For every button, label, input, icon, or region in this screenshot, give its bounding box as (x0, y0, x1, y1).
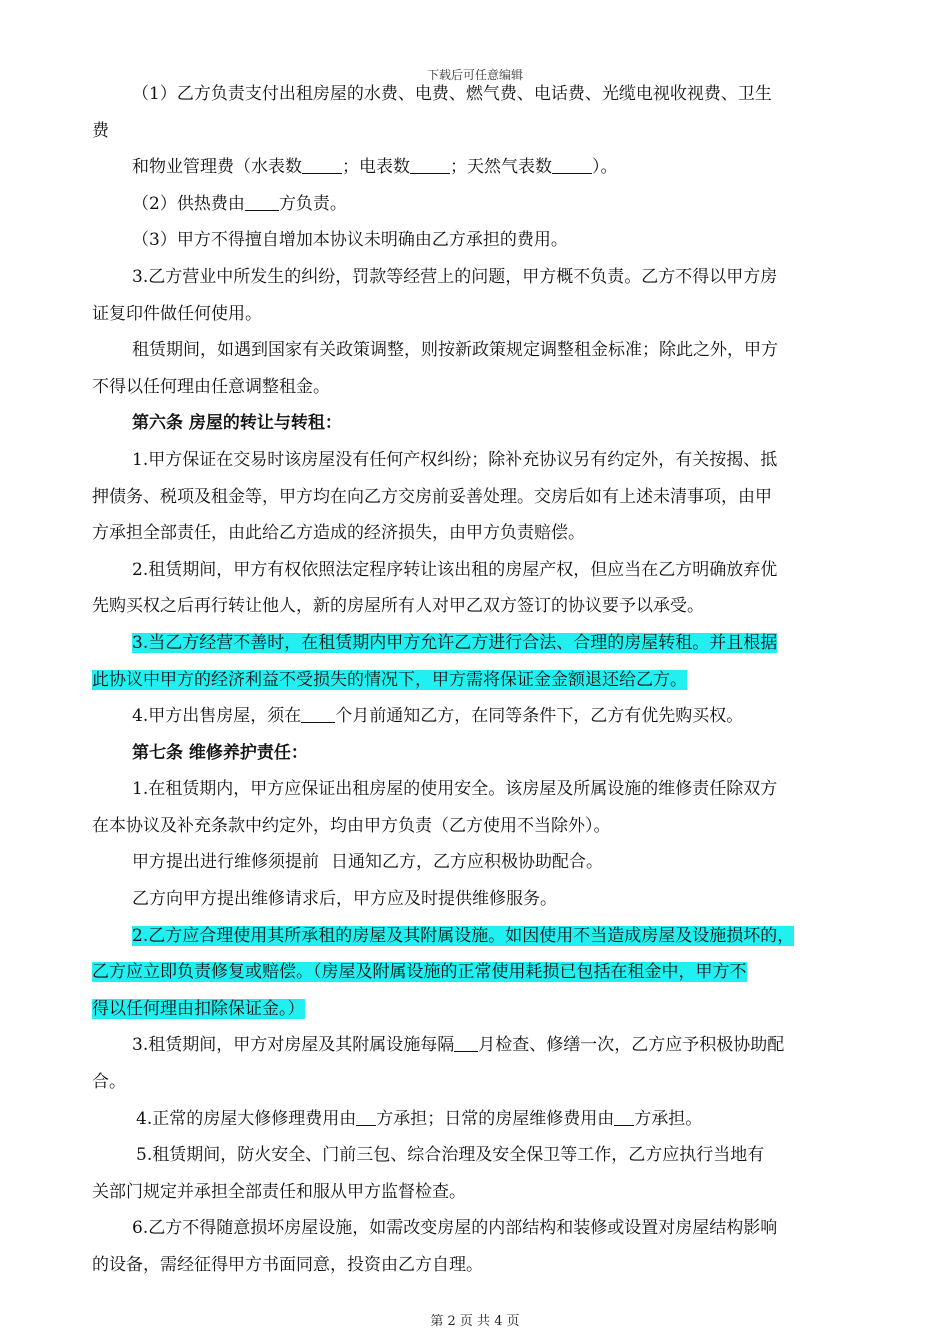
text-segment: （2）供热费由 (132, 193, 245, 214)
blank-field[interactable] (410, 155, 450, 174)
highlighted-text: 得以任何理由扣除保证金。） (92, 998, 305, 1019)
text-line: 5.租赁期间，防火安全、门前三包、综合治理及安全保卫等工作，乙方应执行当地有 (136, 1145, 765, 1166)
text-segment: ；天然气表数 (450, 157, 552, 178)
text-line (92, 186, 860, 223)
text-line: 2.租赁期间，甲方有权依照法定程序转让该出租的房屋产权，但应当在乙方明确放弃优 (132, 559, 778, 580)
text-segment: ）。 (592, 157, 618, 178)
page-footer: 第 2 页 共 4 页 (430, 1314, 520, 1329)
text-line: 证复印件做任何使用。 (92, 303, 262, 324)
blank-field[interactable] (245, 192, 279, 211)
text-line: 不得以任何理由任意调整租金。 (92, 376, 330, 397)
text-line (92, 991, 860, 1028)
blank-field[interactable] (614, 1107, 634, 1126)
text-line (92, 954, 860, 991)
text-line: 1.在租赁期内，甲方应保证出租房屋的使用安全。该房屋及所属设施的维修责任除双方 (132, 779, 778, 800)
text-line (92, 625, 860, 662)
text-segment: 日通知乙方，乙方应积极协助配合。 (331, 852, 603, 873)
text-line: 押债务、税项及租金等，甲方均在向乙方交房前妥善处理。交房后如有上述未清事项，由甲 (92, 486, 772, 507)
highlighted-text: 3.当乙方经营不善时，在租赁期内甲方允许乙方进行合法、合理的房屋转租。并且根据 (132, 632, 778, 653)
section-heading-6: 第六条 房屋的转让与转租： (132, 413, 342, 434)
text-line: 3.乙方营业中所发生的纠纷，罚款等经营上的问题，甲方概不负责。乙方不得以甲方房 (132, 266, 778, 287)
text-line (92, 918, 860, 955)
text-line (92, 698, 860, 735)
section-heading-7: 第七条 维修养护责任： (132, 742, 308, 763)
text-segment: 甲方提出进行维修须提前 (132, 852, 319, 873)
text-line: （1）乙方负责支付出租房屋的水费、电费、燃气费、电话费、光缆电视收视费、卫生 (132, 84, 772, 104)
text-segment: 月检查、修缮一次，乙方应予积极协助配 (478, 1035, 785, 1056)
text-line (92, 844, 860, 881)
text-line: （3）甲方不得擅自增加本协议未明确由乙方承担的费用。 (132, 230, 568, 251)
highlighted-text: 此协议中甲方的经济利益不受损失的情况下，甲方需将保证金金额退还给乙方。 (92, 669, 687, 690)
blank-field[interactable] (454, 1033, 478, 1052)
text-segment: 个月前通知乙方，在同等条件下，乙方有优先购买权。 (335, 706, 744, 727)
text-segment: 4.正常的房屋大修修理费用由 (136, 1108, 357, 1129)
text-line: 乙方向甲方提出维修请求后，甲方应及时提供维修服务。 (132, 889, 557, 910)
text-segment: 方承担。 (634, 1108, 703, 1129)
highlighted-text: 2.乙方应合理使用其所承租的房屋及其附属设施。如因使用不当造成房屋及设施损坏的， (132, 925, 795, 946)
text-line: 6.乙方不得随意损坏房屋设施，如需改变房屋的内部结构和装修或设置对房屋结构影响 (132, 1218, 778, 1239)
text-line: 关部门规定并承担全部责任和服从甲方监督检查。 (92, 1181, 466, 1202)
text-line: 在本协议及补充条款中约定外，均由甲方负责（乙方使用不当除外）。 (92, 815, 611, 836)
text-line: 的设备，需经征得甲方书面同意，投资由乙方自理。 (92, 1255, 483, 1275)
text-line: 租赁期间，如遇到国家有关政策调整，则按新政策规定调整租金标准；除此之外，甲方 (132, 340, 778, 361)
text-line: 合。 (92, 1072, 126, 1093)
blank-field[interactable] (301, 704, 335, 723)
blank-field[interactable] (552, 155, 592, 174)
blank-field[interactable] (302, 155, 342, 174)
text-line (92, 149, 860, 186)
text-line: 方承担全部责任，由此给乙方造成的经济损失，由甲方负责赔偿。 (92, 523, 585, 544)
page-header: 下载后可任意编辑 (426, 68, 523, 82)
text-segment: ；电表数 (342, 157, 410, 178)
text-line: 1.甲方保证在交易时该房屋没有任何产权纠纷；除补充协议另有约定外，有关按揭、抵 (132, 449, 778, 470)
text-line: 费 (92, 120, 109, 141)
text-segment: 方承担；日常的房屋维修费用由 (376, 1108, 615, 1129)
text-line (92, 662, 860, 699)
text-line (92, 1027, 860, 1064)
text-segment: 3.租赁期间，甲方对房屋及其附属设施每隔 (132, 1035, 455, 1056)
text-line: 先购买权之后再行转让他人，新的房屋所有人对甲乙双方签订的协议要予以承受。 (92, 596, 704, 617)
blank-field[interactable] (356, 1107, 376, 1126)
text-segment: 和物业管理费（水表数 (132, 157, 302, 178)
text-segment: 4.甲方出售房屋，须在 (132, 706, 302, 727)
highlighted-text: 乙方应立即负责修复或赔偿。（房屋及附属设施的正常使用耗损已包括在租金中，甲方不 (92, 962, 747, 983)
text-segment: 方负责。 (278, 193, 347, 214)
text-line (92, 1101, 860, 1138)
document-body (92, 76, 860, 1284)
